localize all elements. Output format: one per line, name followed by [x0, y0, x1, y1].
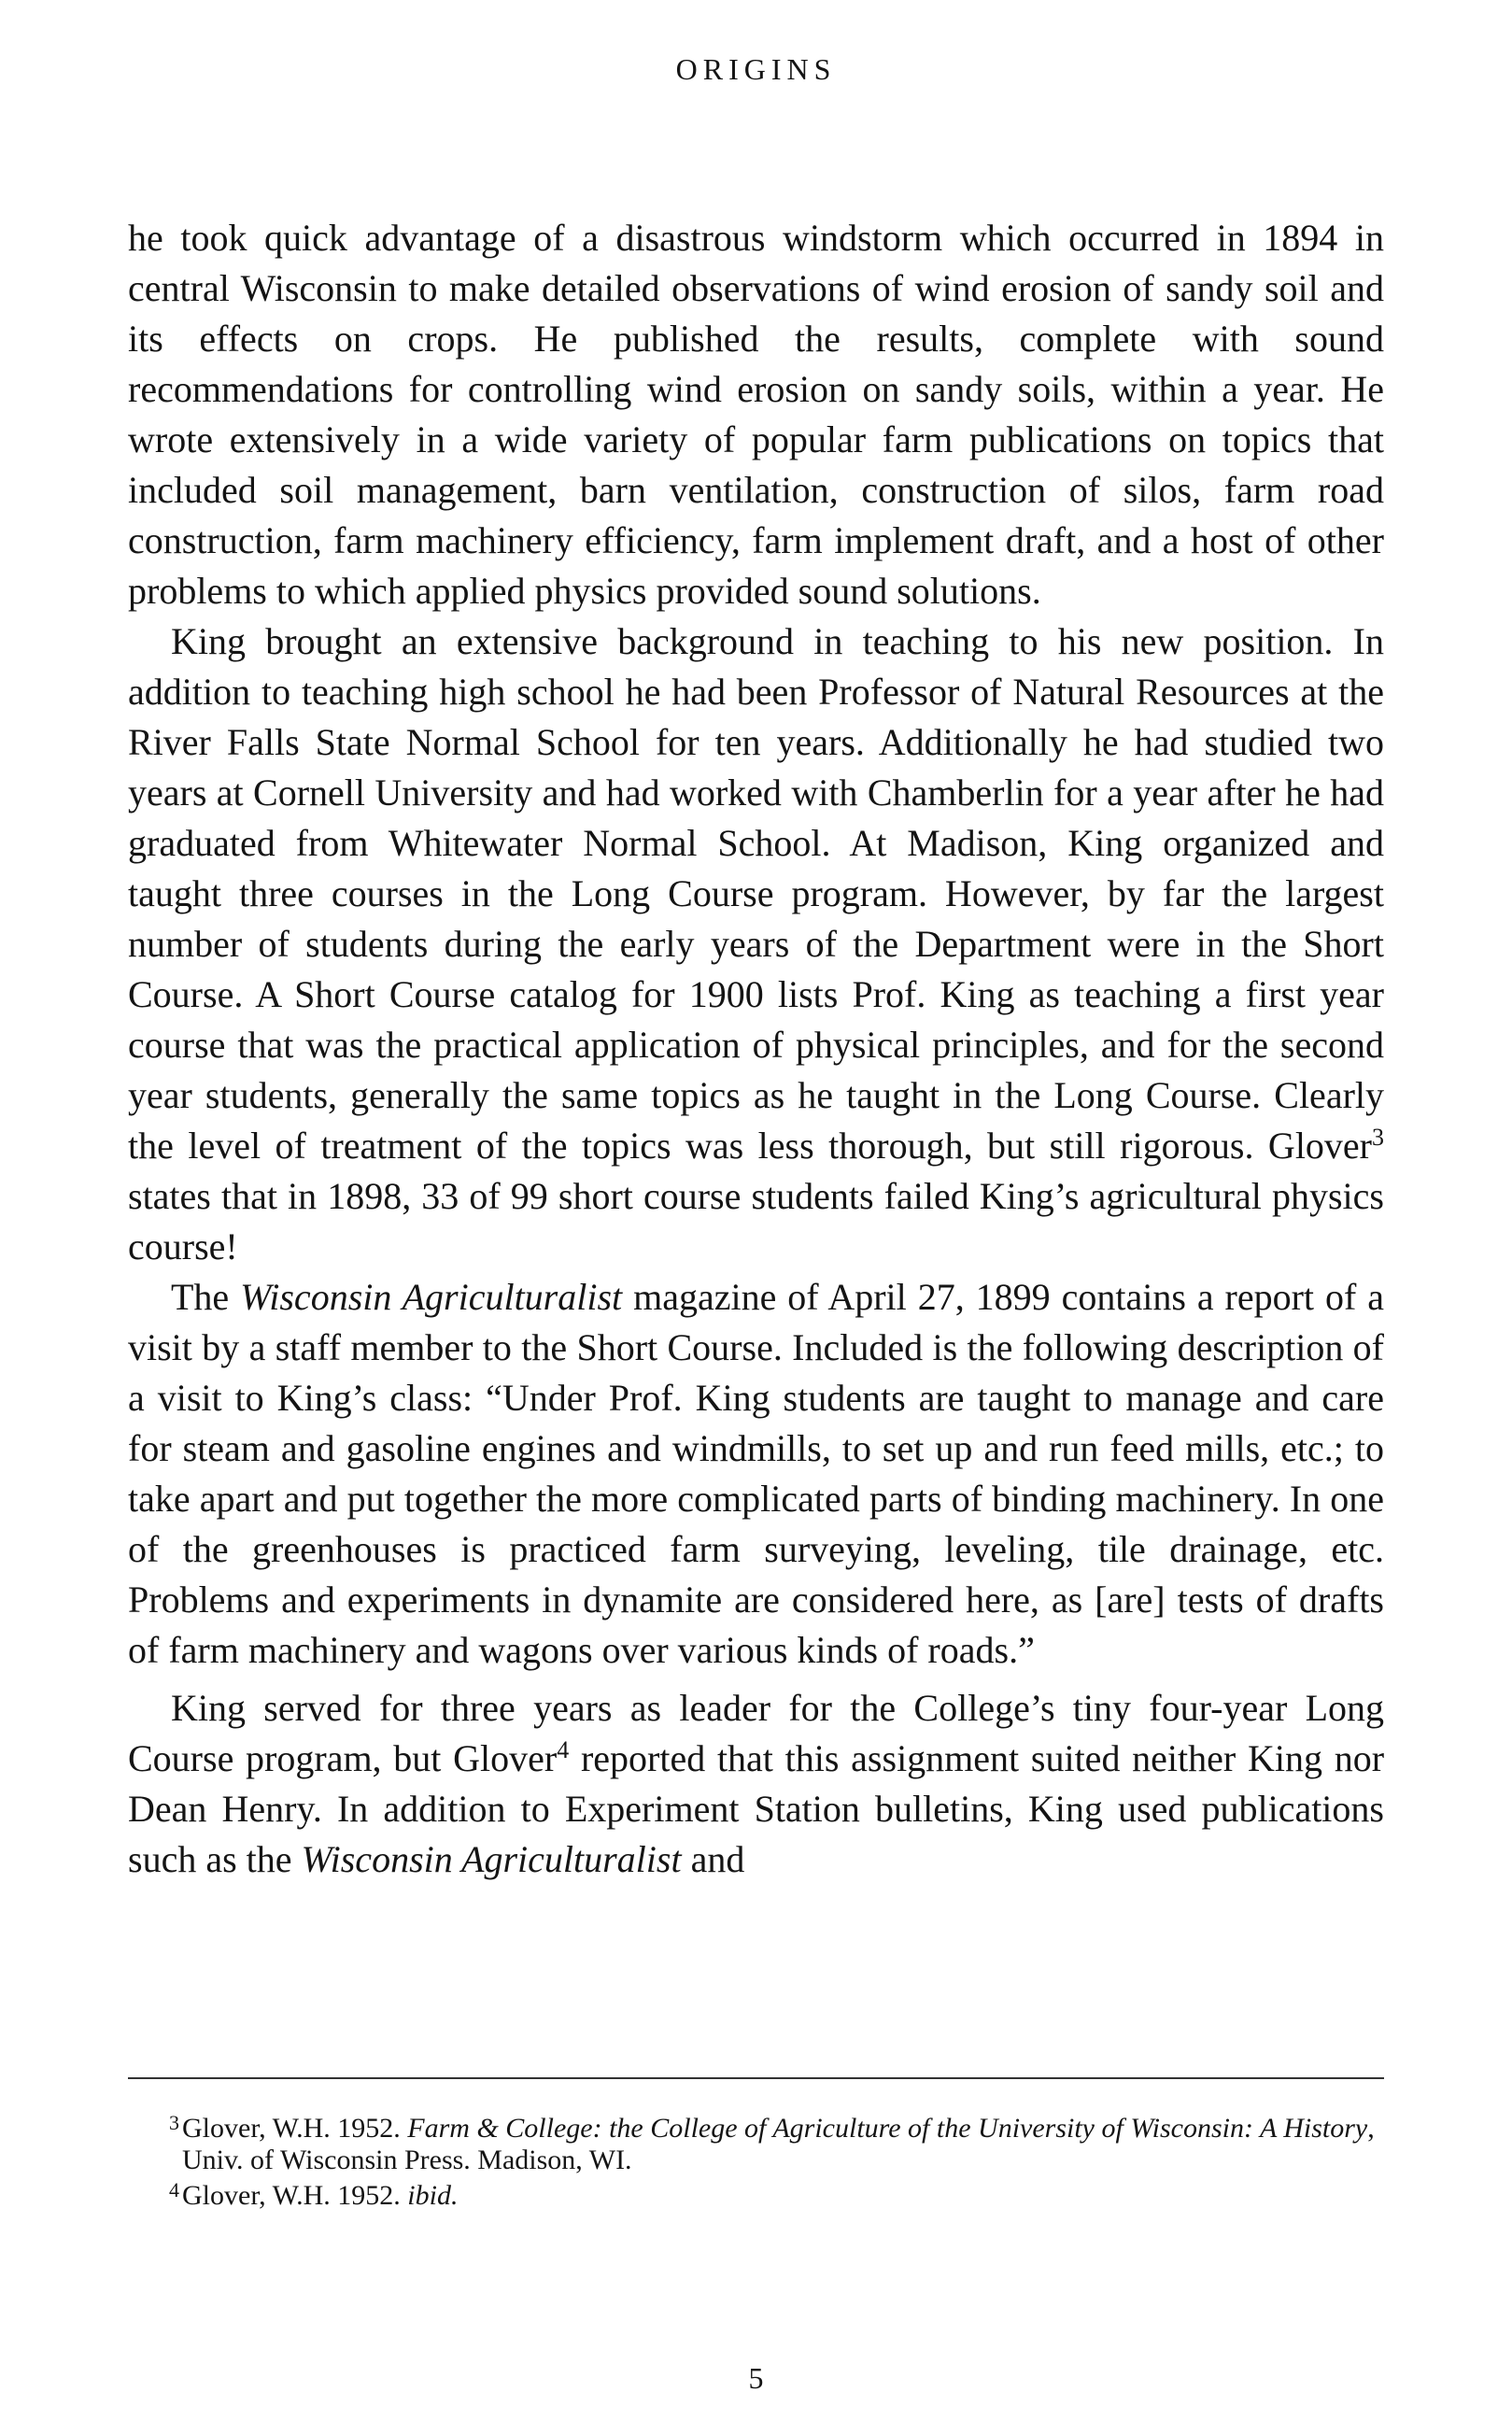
footnote-divider — [128, 2077, 1384, 2079]
paragraph-2-text-a: King brought an extensive background in teaching to his new position. In addition to teaching high school he had been Professor of Natural Resources at the River Falls State Normal School for ten years. Additionally he had studied two years at Cornell University and had worked with Chamberlin for a year after he had graduated from Whitewater Normal School. At Madison, King organized and taught three courses in the Long Course program. However, by far the largest number of students during the early years of the Department were in the Short Course. A Short Course catalog for 1900 lists Prof. King as teaching a first year course that was the practical application of physical principles, and for the second year students, generally the same topics as he taught in the Long Course. Clearly the level of treatment of the topics was less thorough, but still rigorous. Glover — [128, 620, 1384, 1167]
paragraph-3-magazine-title: Wisconsin Agriculturalist — [240, 1276, 623, 1318]
footnote-3-prefix: Glover, W.H. 1952. — [182, 2113, 408, 2144]
footnote-ref-4: 4 — [557, 1736, 570, 1763]
footnote-ref-3: 3 — [1372, 1124, 1384, 1151]
footnote-3 — [128, 2113, 1384, 2176]
paragraph-3-text-a: The — [171, 1276, 241, 1318]
footnotes — [128, 2113, 1384, 2216]
footnote-3-suffix: , Univ. of Wisconsin Press. Madison, WI. — [182, 2113, 1375, 2175]
paragraph-4-magazine-title: Wisconsin Agriculturalist — [301, 1838, 682, 1880]
paragraph-4-text-a: King served for three years as leader for the College’s tiny four-year Long Course program, but Glover — [128, 1687, 1384, 1779]
paragraph-4-text-b: reported that this assignment suited neither King nor Dean Henry. In addition to Experiment Station bulletins, King used publications such as the — [128, 1737, 1385, 1880]
footnote-3-title: Farm & College: the College of Agriculture of the University of Wisconsin: A History — [407, 2113, 1368, 2144]
running-head: ORIGINS — [675, 52, 837, 86]
footnote-4-prefix: Glover, W.H. 1952. — [182, 2180, 408, 2211]
body-text — [128, 213, 1384, 1885]
paragraph-1: he took quick advantage of a disastrous windstorm which occurred in 1894 in central Wisconsin to make detailed observations of wind erosion of sandy soil and its effects on crops. He published the results, complete with sound recommendations for controlling wind erosion on sandy soils, within a year. He wrote extensively in a wide variety of popular farm publications on topics that included soil management, barn ventilation, construction of silos, farm road construction, farm machinery efficiency, farm implement draft, and a host of other problems to which applied physics provided sound solutions. — [128, 217, 1384, 612]
paragraph-4 — [128, 1683, 1384, 1885]
paragraph-4-text-c: and — [681, 1838, 745, 1880]
paragraph-2 — [128, 616, 1384, 1272]
paragraph-3 — [128, 1272, 1384, 1676]
footnote-3-text — [173, 2113, 1384, 2176]
page-number: 5 — [748, 2361, 764, 2395]
footnote-4-number: 4 — [169, 2178, 179, 2201]
footnote-4-title: ibid. — [407, 2180, 459, 2211]
footnote-4 — [128, 2180, 1384, 2212]
paragraph-3-text-b: magazine of April 27, 1899 contains a report of a visit by a staff member to the Short Course. Included is the following description of a visit to King’s class: “Under Prof. King students are taught to manage and care for steam and gasoline engines and windmills, to set up and run feed mills, etc.; to take apart and put together the more complicated parts of binding machinery. In one of the greenhouses is practiced farm surveying, leveling, tile drainage, etc. Problems and experiments in dynamite are considered here, as [are] tests of drafts of farm machinery and wagons over various kinds of roads.” — [128, 1276, 1384, 1671]
paragraph-2-text-b: states that in 1898, 33 of 99 short course students failed King’s agricultural physics course! — [128, 1175, 1384, 1267]
footnote-3-number: 3 — [169, 2111, 179, 2134]
footnote-4-text — [173, 2180, 1384, 2212]
